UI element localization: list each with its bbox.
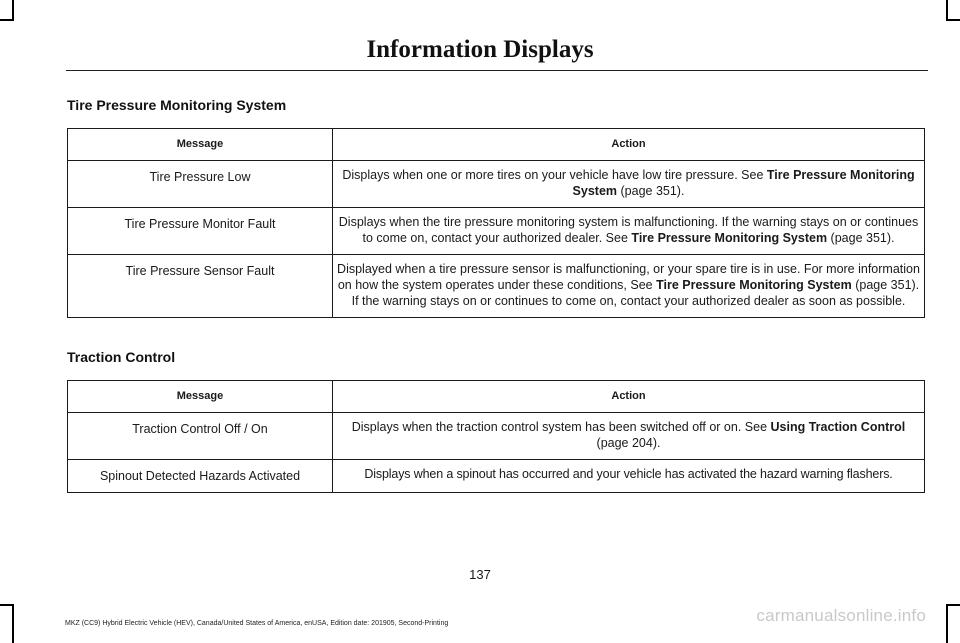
table-row — [68, 413, 925, 460]
crop-mark-bottom-left-v — [12, 604, 14, 643]
cross-reference-link[interactable]: Tire Pressure Monitoring System — [572, 168, 915, 198]
action-cell — [333, 161, 925, 208]
action-text: Displayed when a tire pressure sensor is malfunctioning, or your spare tire is in use. For more information on how the system operates under these conditions, See — [337, 262, 920, 292]
table-row — [68, 460, 925, 493]
crop-mark-bottom-right-v — [946, 604, 948, 643]
column-header-action: Action — [333, 381, 925, 413]
crop-mark-top-left-h — [0, 19, 14, 21]
action-text: Displays when a spinout has occurred and your vehicle has activated the hazard warning flashers. — [364, 467, 893, 481]
column-header-action: Action — [333, 129, 925, 161]
page-reference: (page 351). — [617, 184, 685, 198]
header-divider — [66, 70, 928, 71]
page-reference: (page 204). — [596, 436, 661, 450]
cross-reference-link[interactable]: Tire Pressure Monitoring System — [656, 278, 852, 292]
section-title-traction-control: Traction Control — [67, 349, 176, 365]
tire-pressure-message-table — [67, 128, 925, 318]
table-header-row — [68, 129, 925, 161]
action-cell — [333, 255, 925, 318]
crop-mark-top-right-v — [946, 0, 948, 20]
message-cell: Tire Pressure Monitor Fault — [68, 208, 333, 255]
watermark: carmanualsonline.info — [756, 606, 926, 625]
message-cell: Spinout Detected Hazards Activated — [68, 460, 333, 493]
action-text: Displays when the traction control system has been switched off or on. See — [351, 420, 771, 434]
page-reference: (page 351). — [827, 231, 895, 245]
crop-mark-bottom-left-h — [0, 604, 14, 606]
action-text: Displays when the tire pressure monitoring system is malfunctioning. If the warning stays on or continues to come on, contact your authorized dealer. See — [338, 215, 919, 245]
section-title-tire-pressure: Tire Pressure Monitoring System — [67, 97, 287, 113]
crop-mark-bottom-right-h — [946, 604, 960, 606]
traction-control-message-table — [67, 380, 925, 493]
cross-reference-link[interactable]: Tire Pressure Monitoring System — [631, 231, 828, 245]
cross-reference-link[interactable]: Using Traction Control — [770, 420, 906, 434]
table-row — [68, 255, 925, 318]
column-header-message: Message — [68, 129, 333, 161]
table-header-row — [68, 381, 925, 413]
action-cell — [333, 208, 925, 255]
action-cell — [333, 413, 925, 460]
message-cell: Traction Control Off / On — [68, 413, 333, 460]
table-row — [68, 208, 925, 255]
page-reference: (page 351). If the warning stays on or continues to come on, contact your authorized dealer as soon as possible. — [351, 278, 920, 308]
page-header-title: Information Displays — [366, 36, 594, 63]
page-number: 137 — [469, 567, 491, 582]
edition-footer-note: MKZ (CC9) Hybrid Electric Vehicle (HEV), Canada/United States of America, enUSA, Edition date: 201905, Second-Printing — [65, 620, 449, 627]
crop-mark-top-left-v — [12, 0, 14, 20]
column-header-message: Message — [68, 381, 333, 413]
crop-mark-top-right-h — [946, 19, 960, 21]
action-text: Displays when one or more tires on your vehicle have low tire pressure. See — [342, 168, 767, 182]
message-cell: Tire Pressure Sensor Fault — [68, 255, 333, 318]
action-cell — [333, 460, 925, 493]
table-row — [68, 161, 925, 208]
message-cell: Tire Pressure Low — [68, 161, 333, 208]
